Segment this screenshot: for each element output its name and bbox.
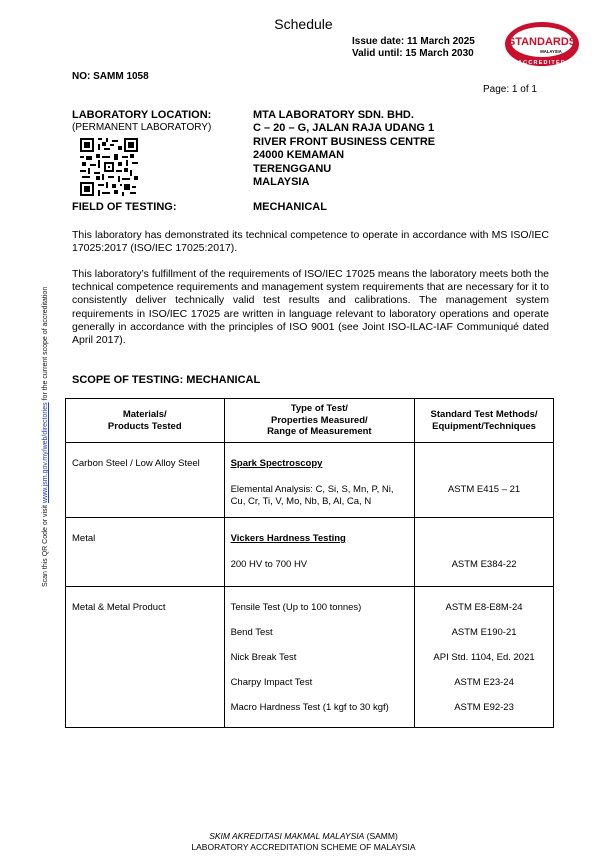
address-line: 24000 KEMAMAN (253, 149, 345, 162)
standard-method: ASTM E8-E8M-24 (445, 602, 523, 613)
standard-cell (415, 518, 554, 587)
standard-cell (415, 587, 554, 728)
standards-malaysia-logo (503, 20, 581, 68)
test-title: Spark Spectroscopy (230, 458, 323, 469)
table-row (66, 518, 554, 587)
logo-ring-text: ACCREDITED (517, 60, 567, 66)
side-verification-note (42, 287, 49, 587)
test-name: Tensile Test (Up to 100 tonnes) (230, 602, 362, 613)
scope-title: SCOPE OF TESTING: MECHANICAL (72, 374, 261, 386)
test-name: Macro Hardness Test (1 kgf to 30 kgf) (230, 702, 389, 713)
footer (0, 831, 607, 852)
accreditation-number: NO: SAMM 1058 (72, 71, 149, 82)
standard-method: ASTM E190-21 (451, 627, 517, 638)
test-title: Vickers Hardness Testing (230, 533, 346, 544)
test-cell (224, 518, 415, 587)
standard-method: ASTM E92-23 (454, 702, 514, 713)
competence-paragraph: This laboratory has demonstrated its technical competence to operate in accordance with MS ISO/IEC 17025:2017 (ISO/IEC 17025:2017). (72, 229, 549, 255)
header-standards: Standard Test Methods/ Equipment/Techniques (415, 399, 554, 443)
logo-sub-text: MALAYSIA (540, 49, 562, 54)
standard-method: API Std. 1104, Ed. 2021 (433, 652, 535, 663)
material-cell: Carbon Steel / Low Alloy Steel (66, 443, 225, 518)
issue-dates (352, 36, 475, 60)
test-name: Charpy Impact Test (230, 677, 313, 688)
qr-code[interactable] (80, 138, 138, 196)
field-label: FIELD OF TESTING: (72, 201, 177, 213)
test-name: Bend Test (230, 627, 273, 638)
issue-date: Issue date: 11 March 2025 (352, 36, 475, 47)
material-cell: Metal (66, 518, 225, 587)
side-note-text-end: for the current scope of accreditation (42, 286, 49, 403)
address-line: TERENGGANU (253, 162, 332, 175)
location-label: LABORATORY LOCATION: (72, 109, 212, 121)
document-title: Schedule (274, 16, 333, 32)
header-test-type: Type of Test/ Properties Measured/ Range of Measurement (224, 399, 415, 443)
address-line: RIVER FRONT BUSINESS CENTRE (253, 135, 436, 148)
location-sublabel: (PERMANENT LABORATORY) (72, 122, 212, 133)
valid-until: Valid until: 15 March 2030 (352, 48, 474, 59)
table-row (66, 443, 554, 518)
table-row (66, 587, 554, 728)
laboratory-address (253, 109, 435, 189)
page-number: Page: 1 of 1 (483, 84, 537, 95)
directory-link[interactable]: www.jsm.gov.my/web/directories (42, 402, 49, 503)
header-materials: Materials/ Products Tested (66, 399, 225, 443)
test-name: Nick Break Test (230, 652, 297, 663)
test-detail: Elemental Analysis: C, Si, S, Mn, P, Ni, Cu, Cr, Ti, V, Mo, Nb, B, Al, Ca, N (230, 484, 394, 507)
scope-table (65, 398, 554, 728)
standard-method: ASTM E23-24 (454, 677, 514, 688)
field-value: MECHANICAL (253, 201, 327, 213)
standard-cell (415, 443, 554, 518)
material-cell: Metal & Metal Product (66, 587, 225, 728)
standard-method: ASTM E384-22 (451, 559, 517, 570)
address-line: MTA LABORATORY SDN. BHD. (253, 109, 414, 121)
logo-main-text: STANDARDS (507, 36, 577, 48)
footer-scheme-malay: SKIM AKREDITASI MAKMAL MALAYSIA (SAMM) (209, 831, 398, 841)
test-detail: 200 HV to 700 HV (230, 559, 308, 570)
standard-method: ASTM E415 – 21 (447, 484, 521, 495)
test-cell (224, 587, 415, 728)
fulfillment-paragraph: This laboratory’s fulfillment of the requirements of ISO/IEC 17025 means the laboratory meets both the technical competence requirements and management system requirements that are necessary for it to consistently deliver technically valid test results and calibrations. The management system requirements in ISO/IEC 17025 are written in language relevant to laboratory operations and operate generally in accordance with the principles of ISO 9001 (see Joint ISO-ILAC-IAF Communiqué dated April 2017). (72, 268, 549, 347)
footer-scheme-english: LABORATORY ACCREDITATION SCHEME OF MALAYSIA (191, 841, 416, 852)
test-cell (224, 443, 415, 518)
side-note-text: Scan this QR Code or visit (42, 502, 49, 587)
address-line: C – 20 – G, JALAN RAJA UDANG 1 (253, 122, 435, 135)
address-line: MALAYSIA (253, 176, 310, 189)
table-header-row (66, 399, 554, 443)
